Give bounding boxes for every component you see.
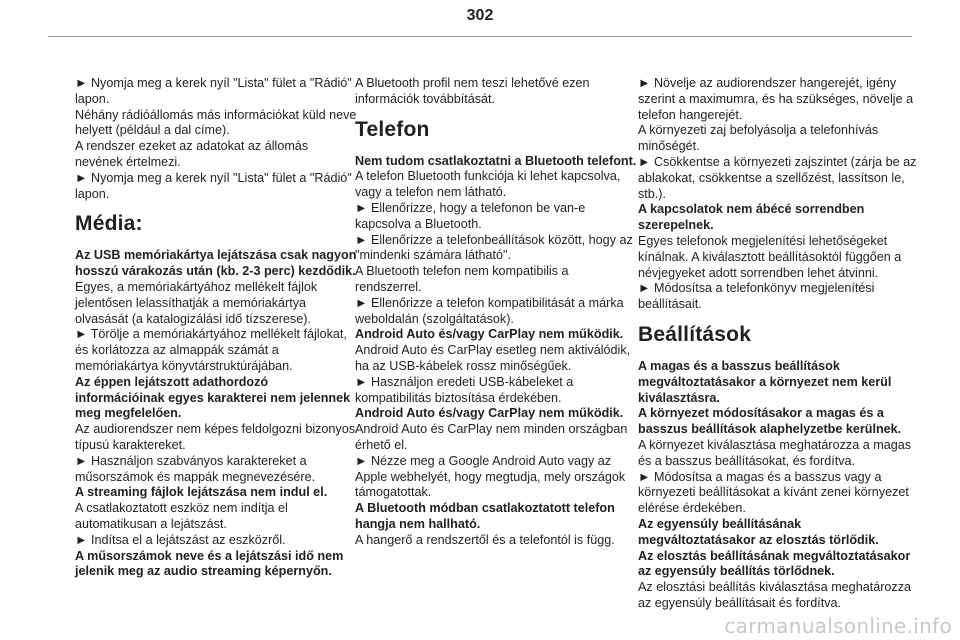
problem-statement: A Bluetooth módban csatlakoztatott telefon hangja nem hallható. (355, 501, 615, 531)
body-text: ► Ellenőrizze a telefon kompatibilitását a márka weboldalán (szolgáltatások). (355, 295, 624, 326)
problem-statement: Az egyensúly beállításának megváltoztatásakor az elosztás törlődik. (638, 516, 879, 547)
problem-statement: Nem tudom csatlakoztatni a Bluetooth telefont. (355, 153, 637, 168)
body-text: ► Módosítsa a telefonkönyv megjelenítési beállításait. (638, 281, 875, 312)
body-text: Néhány rádióállomás más információkat küld neve helyett (például a dal címe). (75, 107, 357, 138)
body-text: Android Auto és CarPlay nem minden országban érhető el. (355, 422, 628, 452)
problem-statement: Az USB memóriakártya lejátszása csak nagyon hosszú várakozás után (kb. 2-3 perc) kezdődik. (75, 248, 357, 279)
header-divider (48, 36, 912, 37)
body-text: Az elosztási beállítás kiválasztása meghatározza az egyensúly beállításait és fordítva. (638, 580, 911, 610)
problem-statement: A magas és a basszus beállítások megváltoztatásakor a környezet nem kerül kiválasztásra. (638, 358, 892, 405)
section-heading: Média: (75, 212, 143, 236)
body-text: A rendszer ezeket az adatokat az állomás nevének értelmezi. (75, 139, 309, 169)
body-text: A hangerő a rendszertől és a telefontól is függ. (355, 532, 615, 547)
body-text: A Bluetooth profil nem teszi lehetővé ezen információk továbbítását. (355, 76, 590, 106)
body-text: Android Auto és CarPlay esetleg nem aktiválódik, ha az USB-kábelek rossz minőségűek. (355, 343, 631, 373)
body-text: ► Indítsa el a lejátszást az eszközről. (75, 532, 286, 547)
problem-statement: A streaming fájlok lejátszása nem indul el. (75, 485, 328, 500)
body-text: ► Ellenőrizze a telefonbeállítások között, hogy az "mindenki számára látható". (355, 232, 633, 263)
problem-statement: A kapcsolatok nem ábécé sorrendben szerepelnek. (638, 202, 865, 233)
problem-statement: Android Auto és/vagy CarPlay nem működik. (355, 327, 624, 342)
body-text: ► Növelje az audiorendszer hangerejét, igény szerint a maximumra, és ha szükséges, növelje a telefon hangerejét. (638, 76, 914, 122)
column-1 (75, 76, 357, 580)
body-text: A környezeti zaj befolyásolja a telefonhívás minőségét. (638, 123, 879, 154)
body-text: ► Ellenőrizze, hogy a telefonon be van-e kapcsolva a Bluetooth. (355, 200, 586, 231)
body-text: ► Használjon eredeti USB-kábeleket a kompatibilitás biztosítása érdekében. (355, 374, 574, 405)
problem-statement: A környezet módosításakor a magas és a basszus beállítások alaphelyzetbe kerülnek. (638, 406, 902, 437)
section-heading: Telefon (355, 117, 430, 141)
body-text: A Bluetooth telefon nem kompatibilis a rendszerrel. (355, 264, 569, 294)
body-text: Egyes, a memóriakártyához mellékelt fájlok jelentősen lelassíthatják a memóriakártya olvasását (a katalogizálási idő tízszerese). (75, 279, 318, 326)
body-text: ► Törölje a memóriakártyához mellékelt fájlokat, és korlátozza az almappák számát a memóriakártya könyvtárstruktúrájában. (75, 327, 347, 373)
body-text: Egyes telefonok megjelenítési lehetőségeket kínálnak. A kiválasztott beállításoktól függően a névjegyeket adott sorrendben lehet átvinni. (638, 233, 902, 280)
page-number: 302 (466, 7, 494, 24)
body-text: ► Nézze meg a Google Android Auto vagy az Apple webhelyét, hogy megtudja, mely országok támogatottak. (355, 453, 626, 500)
body-text: ► Módosítsa a magas és a basszus vagy a környezeti beállításokat a kívánt zenei környezet elérése érdekében. (638, 469, 909, 516)
section-heading: Beállítások (638, 322, 752, 346)
watermark-text: carmanualsonline.info (724, 614, 952, 638)
body-text: ► Nyomja meg a kerek nyíl "Lista" fület a "Rádió" lapon. (75, 170, 352, 201)
body-text: ► Csökkentse a környezeti zajszintet (zárja be az ablakokat, csökkentse a szellőzést, lassítson le, stb.). (638, 154, 917, 201)
problem-statement: A műsorszámok neve és a lejátszási idő nem jelenik meg az audio streaming képernyőn. (75, 548, 344, 579)
body-text: ► Nyomja meg a kerek nyíl "Lista" fület a "Rádió" lapon. (75, 76, 352, 106)
body-text: A környezet kiválasztása meghatározza a magas és a basszus beállításokat, és fordítva. (638, 437, 912, 468)
body-text: Az audiorendszer nem képes feldolgozni bizonyos típusú karaktereket. (75, 422, 356, 452)
column-3 (638, 76, 920, 612)
problem-statement: Az éppen lejátszott adathordozó információinak egyes karakterei nem jelennek meg megfelelően. (75, 374, 351, 421)
problem-statement: Az elosztás beállításának megváltoztatásakor az egyensúly beállítás törlődnek. (638, 548, 911, 579)
body-text: ► Használjon szabványos karaktereket a műsorszámok és mappák megnevezésére. (75, 453, 316, 484)
body-text: A telefon Bluetooth funkciója ki lehet kapcsolva, vagy a telefon nem látható. (355, 169, 621, 200)
column-2 (355, 76, 637, 549)
body-text: A csatlakoztatott eszköz nem indítja el automatikusan a lejátszást. (75, 501, 288, 531)
problem-statement: Android Auto és/vagy CarPlay nem működik. (355, 406, 624, 421)
